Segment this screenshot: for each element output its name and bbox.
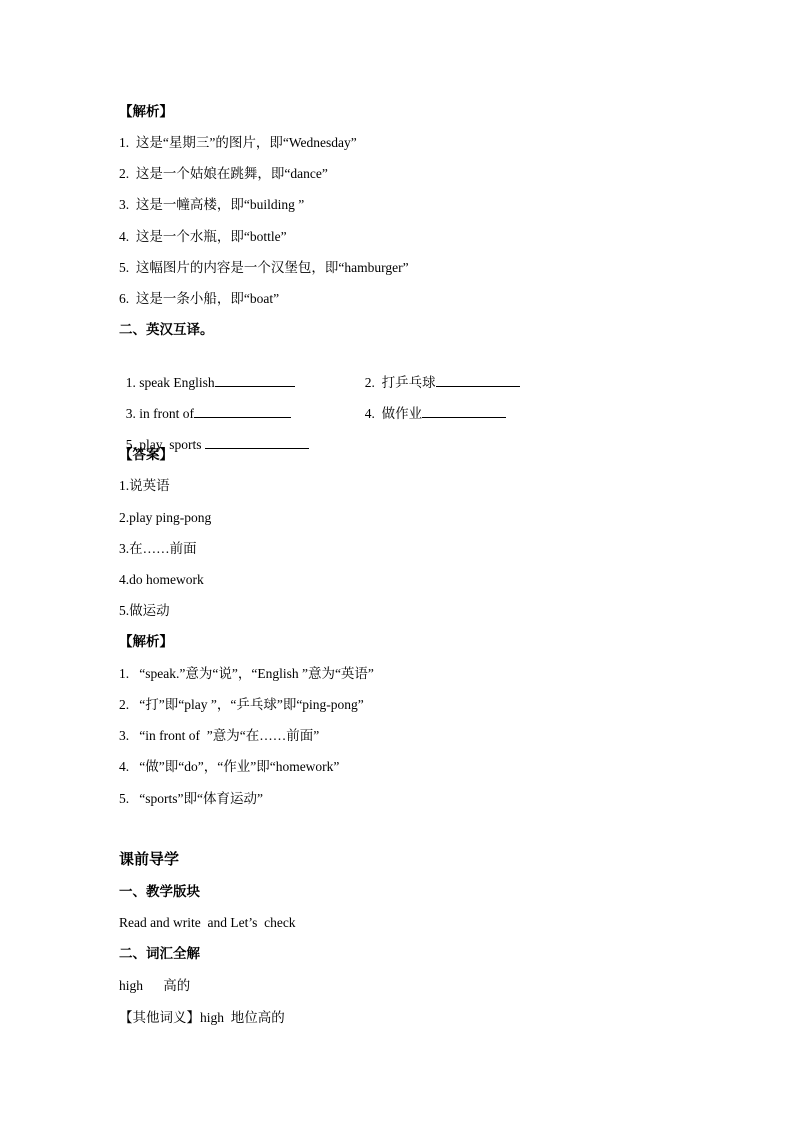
analysis-item: 3. “in front of ”意为“在……前面” — [119, 728, 320, 743]
answer-blank — [205, 434, 309, 449]
answer-item: 4.do homework — [119, 572, 204, 587]
answer-blank — [422, 403, 506, 418]
answer-heading: 【答案】 — [119, 447, 173, 462]
analysis-item: 6. 这是一条小船，即“boat” — [119, 291, 280, 306]
analysis-heading-2: 【解析】 — [119, 634, 173, 649]
question-row — [358, 383, 506, 424]
analysis-item: 4. “做”即“do”，“作业”即“homework” — [119, 759, 340, 774]
answer-item: 2.play ping-pong — [119, 510, 212, 525]
analysis-heading-1: 【解析】 — [119, 104, 173, 119]
question-5: 5. play sports — [125, 437, 205, 452]
teaching-block-heading: 一、教学版块 — [119, 884, 200, 899]
answer-item: 3.在……前面 — [119, 541, 197, 556]
teaching-block-text: Read and write and Let’s check — [119, 915, 296, 930]
analysis-item: 1. “speak.”意为“说”，“English ”意为“英语” — [119, 666, 374, 681]
question-1: 1. speak English — [125, 375, 215, 390]
analysis-item: 1. 这是“星期三”的图片，即“Wednesday” — [119, 135, 357, 150]
vocab-other-meaning: 【其他词义】high 地位高的 — [119, 1010, 285, 1025]
answer-item: 1.说英语 — [119, 478, 170, 493]
analysis-item: 5. “sports”即“体育运动” — [119, 791, 263, 806]
vocab-entry: high 高的 — [119, 978, 191, 993]
answer-item: 5.做运动 — [119, 603, 170, 618]
question-3: 3. in front of — [125, 406, 194, 421]
question-4: 4. 做作业 — [364, 406, 423, 421]
vocab-heading: 二、词汇全解 — [119, 946, 200, 961]
analysis-item: 4. 这是一个水瓶，即“bottle” — [119, 229, 287, 244]
analysis-item: 2. 这是一个姑娘在跳舞，即“dance” — [119, 166, 328, 181]
translation-heading: 二、英汉互译。 — [119, 322, 214, 337]
analysis-item: 2. “打”即“play ”，“乒乓球”即“ping-pong” — [119, 697, 364, 712]
question-2: 2. 打乒乓球 — [364, 375, 436, 390]
analysis-item: 5. 这幅图片的内容是一个汉堡包，即“hamburger” — [119, 260, 409, 275]
section-title: 课前导学 — [119, 852, 180, 868]
analysis-item: 3. 这是一幢高楼，即“building ” — [119, 197, 305, 212]
